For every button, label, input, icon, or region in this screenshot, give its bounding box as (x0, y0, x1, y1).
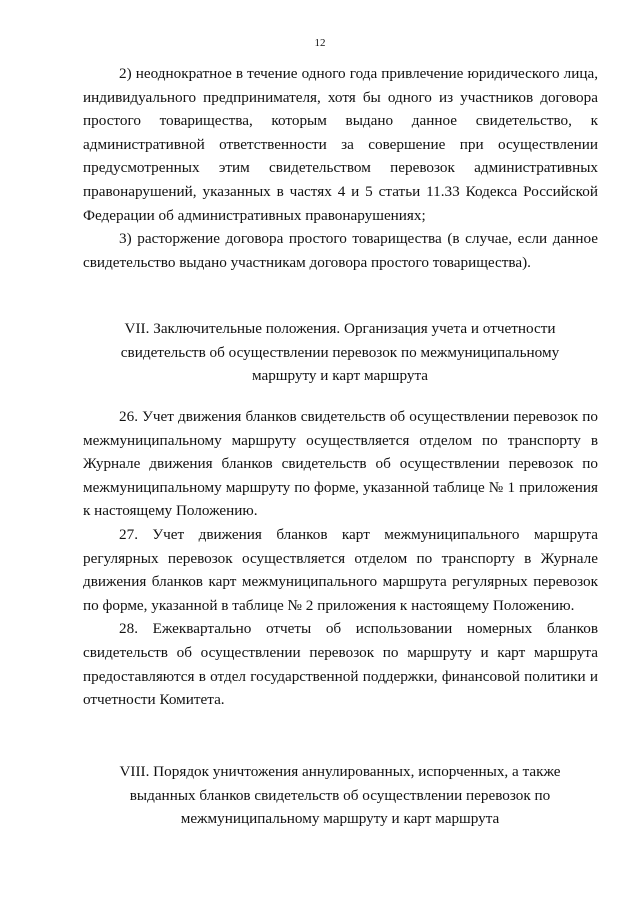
section-7-heading: VII. Заключительные положения. Организация учета и отчетности свидетельств об осуществлении перевозок по межмуниципальному маршруту и карт маршрута (120, 320, 560, 385)
list-block (83, 62, 598, 274)
page-number: 12 (314, 37, 326, 49)
paragraph-28: 28. Ежеквартально отчеты об использовании номерных бланков свидетельств об осуществлении перевозок по маршруту и карт маршрута предоставляются в отдел государственной поддержки, финансовой политики и отчетности Комитета. (83, 620, 598, 709)
paragraph-27: 27. Учет движения бланков карт межмуниципального маршрута регулярных перевозок осуществляется отделом по транспорту в Журнале движения бланков карт межмуниципального маршрута регулярных перевозок по форме, указанной в таблице № 2 приложения к настоящему Положению. (83, 525, 598, 614)
section-8-heading: VIII. Порядок уничтожения аннулированных, испорченных, а также выданных бланков свидетельств об осуществлении перевозок по межмуниципальному маршруту и карт маршрута (119, 763, 561, 828)
paragraph-item-3: 3) расторжение договора простого товарищества (в случае, если данное свидетельство выдано участникам договора простого товарищества). (83, 230, 598, 271)
section-7-body (83, 405, 598, 712)
paragraph-26: 26. Учет движения бланков свидетельств об осуществлении перевозок по межмуниципальному маршруту осуществляется отделом по транспорту в Журнале движения бланков свидетельств об осуществлении перевозок по межмуниципальному маршруту по форме, указанной таблице № 1 приложения к настоящему Положению. (83, 408, 598, 520)
paragraph-item-2: 2) неоднократное в течение одного года привлечение юридического лица, индивидуального предпринимателя, хотя бы одного из участников договора простого товарищества, которым выдано данное свидетельство, к административной ответственности за совершение при осуществлении предусмотренных этим свидетельством перевозок административных правонарушений, указанных в частях 4 и 5 статьи 11.33 Кодекса Российской Федерации об административных правонарушениях; (83, 65, 598, 224)
